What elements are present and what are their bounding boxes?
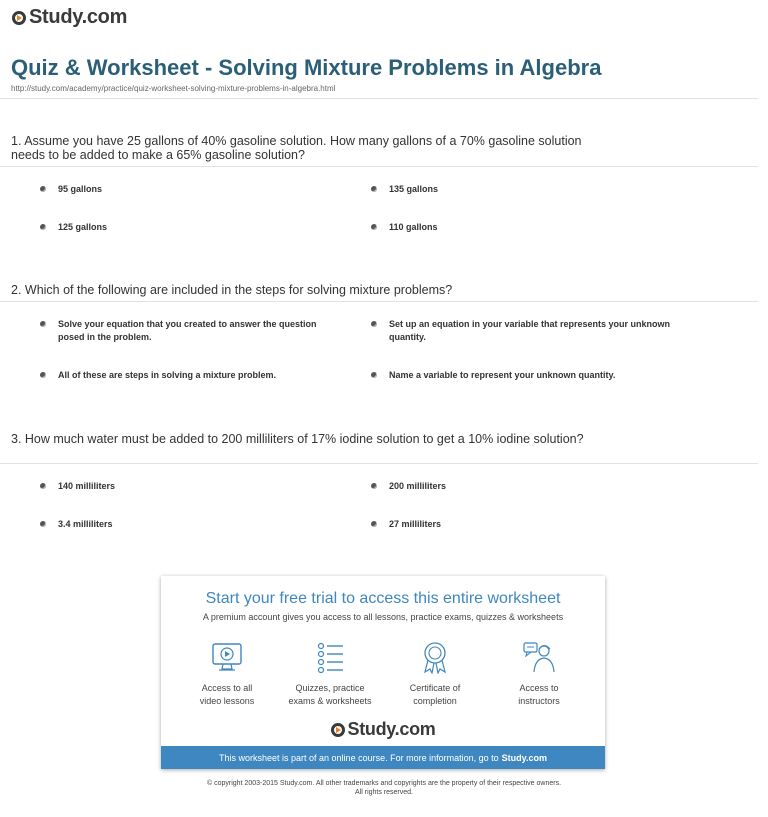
study-link[interactable]: Study.com	[501, 752, 547, 763]
answer-option[interactable]	[371, 518, 671, 531]
free-trial-promo	[161, 576, 605, 769]
question-3-text: 3. How much water must be added to 200 milliliters of 17% iodine solution to get a 10% iodine solution?	[11, 432, 584, 446]
copyright-footer	[0, 779, 768, 797]
answer-label: 3.4 milliliters	[58, 519, 113, 529]
answer-label: 27 milliliters	[389, 519, 442, 529]
study-logo-text: Study.com	[347, 719, 436, 739]
divider	[0, 301, 758, 302]
answer-option[interactable]	[40, 518, 340, 531]
answer-option[interactable]	[371, 369, 671, 382]
promo-headline[interactable]: Start your free trial to access this entire worksheet	[205, 590, 561, 607]
answer-option[interactable]	[371, 221, 671, 234]
answer-option[interactable]	[371, 480, 671, 493]
answer-option[interactable]	[40, 318, 340, 344]
answer-option[interactable]	[371, 318, 671, 344]
radio-button[interactable]	[40, 483, 46, 489]
feature-label: Certificate of completion	[409, 683, 461, 706]
answer-option[interactable]	[40, 369, 340, 382]
promo-subhead: A premium account gives you access to all lessons, practice exams, quizzes & worksheets	[202, 612, 564, 622]
study-logo-icon	[12, 11, 26, 25]
divider	[0, 166, 758, 167]
feature-video-lessons	[177, 640, 277, 708]
answer-label: 125 gallons	[58, 222, 108, 232]
radio-button[interactable]	[40, 321, 46, 327]
video-lesson-icon	[210, 640, 244, 674]
answer-label: Set up an equation in your variable that represents your unknown quantity.	[389, 319, 671, 342]
answer-label: 95 gallons	[58, 184, 103, 194]
radio-button[interactable]	[40, 372, 46, 378]
radio-button[interactable]	[40, 521, 46, 527]
answer-option[interactable]	[40, 221, 340, 234]
study-logo-icon	[331, 723, 345, 737]
radio-button[interactable]	[371, 521, 377, 527]
answer-label: 135 gallons	[389, 184, 439, 194]
certificate-icon	[418, 640, 452, 674]
answer-label: 140 milliliters	[58, 481, 116, 491]
feature-label: Access to all video lessons	[199, 683, 255, 706]
answer-option[interactable]	[40, 183, 340, 196]
quiz-list-icon	[313, 640, 347, 674]
radio-button[interactable]	[371, 483, 377, 489]
feature-certificate	[385, 640, 485, 708]
study-logo[interactable]	[12, 6, 127, 29]
radio-button[interactable]	[40, 224, 46, 230]
question-2-text: 2. Which of the following are included in the steps for solving mixture problems?	[11, 283, 453, 297]
question-1-text: 1. Assume you have 25 gallons of 40% gasoline solution. How many gallons of a 70% gasoline solution needs to be added to make a 65% gasoline solution?	[11, 134, 582, 162]
answer-label: 200 milliliters	[389, 481, 447, 491]
radio-button[interactable]	[371, 186, 377, 192]
promo-bar-text: This worksheet is part of an online course. For more information, go to	[219, 752, 499, 763]
page-url: http://study.com/academy/practice/quiz-worksheet-solving-mixture-problems-in-algebra.html	[11, 84, 336, 93]
copyright-line: All rights reserved.	[355, 789, 413, 796]
feature-quizzes	[280, 640, 380, 708]
study-logo-text: Study.com	[29, 6, 128, 28]
radio-button[interactable]	[40, 186, 46, 192]
radio-button[interactable]	[371, 224, 377, 230]
promo-study-logo[interactable]	[161, 719, 605, 740]
answer-label: 110 gallons	[389, 222, 438, 232]
promo-info-bar	[161, 746, 605, 769]
page-title: Quiz & Worksheet - Solving Mixture Problems in Algebra	[11, 55, 602, 80]
copyright-line: © copyright 2003-2015 Study.com. All other trademarks and copyrights are the property of their respective owners.	[206, 780, 562, 787]
radio-button[interactable]	[371, 321, 377, 327]
feature-instructors	[489, 640, 589, 708]
answer-label: Name a variable to represent your unknown quantity.	[389, 370, 616, 380]
feature-label: Access to instructors	[518, 683, 560, 706]
instructor-icon	[522, 640, 556, 674]
radio-button[interactable]	[371, 372, 377, 378]
answer-option[interactable]	[371, 183, 671, 196]
divider	[0, 98, 758, 99]
divider	[0, 463, 758, 464]
answer-label: All of these are steps in solving a mixture problem.	[58, 370, 277, 380]
answer-option[interactable]	[40, 480, 340, 493]
feature-label: Quizzes, practice exams & worksheets	[288, 683, 372, 706]
answer-label: Solve your equation that you created to answer the question posed in the problem.	[58, 319, 317, 342]
